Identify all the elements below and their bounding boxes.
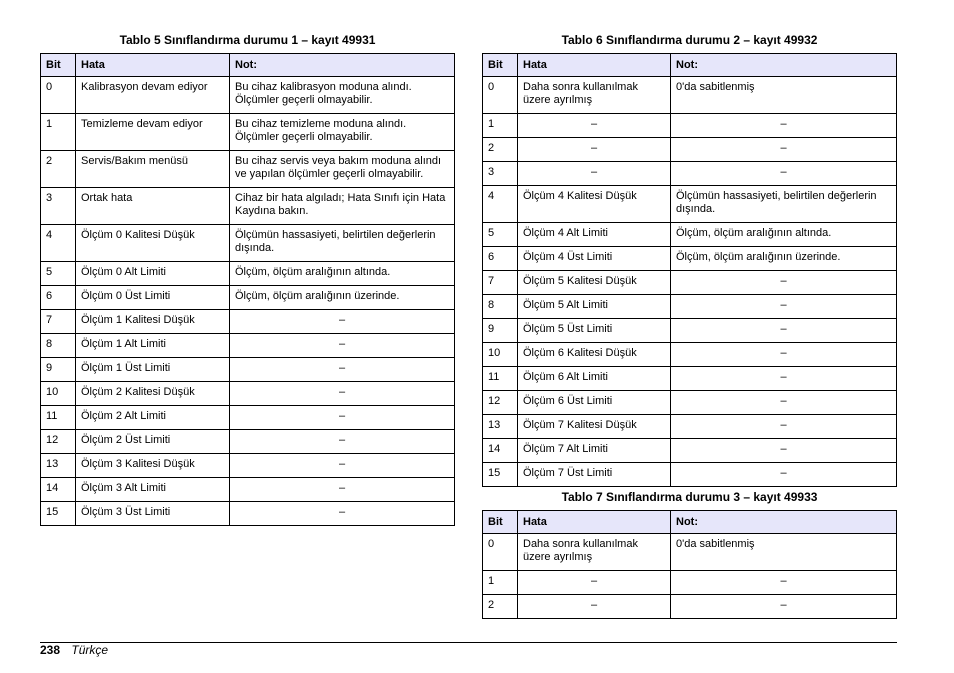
cell-bit: 1 (41, 114, 76, 151)
table-5-caption: Tablo 5 Sınıflandırma durumu 1 – kayıt 49931 (119, 33, 376, 47)
cell-bit: 2 (41, 151, 76, 188)
col-header-hata: Hata (76, 54, 230, 77)
cell-bit: 14 (483, 439, 518, 463)
table-row (41, 430, 455, 454)
cell-hata: – (518, 114, 671, 138)
cell-bit: 15 (41, 502, 76, 526)
table-row (41, 478, 455, 502)
cell-bit: 7 (41, 310, 76, 334)
cell-hata: Ölçüm 5 Üst Limiti (518, 319, 671, 343)
table-header-row (483, 511, 897, 534)
cell-bit: 10 (483, 343, 518, 367)
cell-hata: Ölçüm 1 Kalitesi Düşük (76, 310, 230, 334)
cell-bit: 12 (483, 391, 518, 415)
table-7-block (482, 490, 897, 619)
table-row (41, 406, 455, 430)
table-row (483, 77, 897, 114)
cell-hata: Ölçüm 1 Alt Limiti (76, 334, 230, 358)
cell-hata: Ölçüm 1 Üst Limiti (76, 358, 230, 382)
cell-not: – (230, 310, 455, 334)
cell-bit: 4 (41, 225, 76, 262)
cell-hata: Servis/Bakım menüsü (76, 151, 230, 188)
cell-hata: Ölçüm 3 Alt Limiti (76, 478, 230, 502)
cell-hata: Ölçüm 5 Alt Limiti (518, 295, 671, 319)
table-row (483, 463, 897, 487)
cell-not: – (671, 367, 897, 391)
table-row (483, 534, 897, 571)
cell-hata: Ölçüm 2 Üst Limiti (76, 430, 230, 454)
cell-hata: Ölçüm 7 Kalitesi Düşük (518, 415, 671, 439)
table-5-block (40, 33, 455, 526)
cell-not: Bu cihaz servis veya bakım moduna alındı ve yapılan ölçümler geçerli olmayabilir. (230, 151, 455, 188)
col-header-hata: Hata (518, 54, 671, 77)
cell-not: – (230, 502, 455, 526)
cell-hata: Ölçüm 0 Alt Limiti (76, 262, 230, 286)
cell-bit: 6 (483, 247, 518, 271)
cell-not: – (671, 571, 897, 595)
table-row (483, 391, 897, 415)
table-6-block (482, 33, 897, 487)
col-header-bit: Bit (483, 54, 518, 77)
table-6 (482, 53, 897, 487)
table-row (483, 367, 897, 391)
footer-language: Türkçe (71, 643, 109, 657)
cell-bit: 10 (41, 382, 76, 406)
cell-bit: 6 (41, 286, 76, 310)
col-header-not: Not: (671, 511, 897, 534)
cell-not: – (230, 334, 455, 358)
table-5-body (41, 77, 455, 526)
table-row (483, 319, 897, 343)
table-row (41, 225, 455, 262)
cell-hata: Ortak hata (76, 188, 230, 225)
cell-hata: Ölçüm 3 Üst Limiti (76, 502, 230, 526)
cell-bit: 0 (483, 77, 518, 114)
cell-not: Cihaz bir hata algıladı; Hata Sınıfı için Hata Kaydına bakın. (230, 188, 455, 225)
cell-bit: 2 (483, 595, 518, 619)
cell-not: Bu cihaz kalibrasyon moduna alındı. Ölçümler geçerli olmayabilir. (230, 77, 455, 114)
table-row (41, 262, 455, 286)
table-row (483, 138, 897, 162)
cell-not: – (230, 454, 455, 478)
cell-not: – (671, 463, 897, 487)
cell-bit: 8 (483, 295, 518, 319)
cell-bit: 5 (483, 223, 518, 247)
cell-hata: Ölçüm 2 Alt Limiti (76, 406, 230, 430)
cell-hata: Ölçüm 2 Kalitesi Düşük (76, 382, 230, 406)
cell-hata: – (518, 162, 671, 186)
cell-not: – (230, 382, 455, 406)
footer-rule (40, 642, 897, 643)
cell-hata: – (518, 595, 671, 619)
table-row (483, 223, 897, 247)
cell-bit: 15 (483, 463, 518, 487)
col-header-not: Not: (230, 54, 455, 77)
cell-hata: Ölçüm 5 Kalitesi Düşük (518, 271, 671, 295)
cell-hata: Ölçüm 4 Üst Limiti (518, 247, 671, 271)
cell-bit: 1 (483, 571, 518, 595)
cell-bit: 4 (483, 186, 518, 223)
cell-hata: Ölçüm 0 Üst Limiti (76, 286, 230, 310)
table-row (483, 295, 897, 319)
cell-hata: Ölçüm 7 Alt Limiti (518, 439, 671, 463)
cell-bit: 9 (41, 358, 76, 382)
cell-hata: Ölçüm 7 Üst Limiti (518, 463, 671, 487)
col-header-bit: Bit (41, 54, 76, 77)
cell-not: – (671, 162, 897, 186)
cell-not: – (230, 406, 455, 430)
table-row (41, 114, 455, 151)
cell-not: – (671, 271, 897, 295)
table-row (41, 358, 455, 382)
table-row (41, 502, 455, 526)
cell-not: – (671, 439, 897, 463)
cell-hata: Temizleme devam ediyor (76, 114, 230, 151)
cell-hata: Ölçüm 3 Kalitesi Düşük (76, 454, 230, 478)
table-row (483, 114, 897, 138)
cell-hata: – (518, 138, 671, 162)
cell-hata: Daha sonra kullanılmak üzere ayrılmış (518, 77, 671, 114)
cell-not: – (671, 114, 897, 138)
table-row (41, 310, 455, 334)
table-7 (482, 510, 897, 619)
cell-bit: 1 (483, 114, 518, 138)
cell-bit: 3 (41, 188, 76, 225)
table-row (41, 77, 455, 114)
table-row (41, 454, 455, 478)
cell-hata: Ölçüm 0 Kalitesi Düşük (76, 225, 230, 262)
col-header-hata: Hata (518, 511, 671, 534)
table-row (483, 247, 897, 271)
cell-not: Ölçüm, ölçüm aralığının altında. (671, 223, 897, 247)
table-row (41, 382, 455, 406)
cell-bit: 14 (41, 478, 76, 502)
table-6-caption: Tablo 6 Sınıflandırma durumu 2 – kayıt 49932 (561, 33, 818, 47)
cell-hata: Ölçüm 6 Kalitesi Düşük (518, 343, 671, 367)
table-7-body (483, 534, 897, 619)
table-row (483, 343, 897, 367)
table-7-caption: Tablo 7 Sınıflandırma durumu 3 – kayıt 49933 (561, 490, 818, 504)
cell-not: – (671, 595, 897, 619)
cell-bit: 7 (483, 271, 518, 295)
cell-not: – (230, 478, 455, 502)
table-row (41, 188, 455, 225)
cell-not: Bu cihaz temizleme moduna alındı. Ölçümler geçerli olmayabilir. (230, 114, 455, 151)
cell-hata: Daha sonra kullanılmak üzere ayrılmış (518, 534, 671, 571)
table-row (483, 439, 897, 463)
table-row (483, 186, 897, 223)
cell-not: Ölçümün hassasiyeti, belirtilen değerlerin dışında. (671, 186, 897, 223)
cell-bit: 0 (483, 534, 518, 571)
cell-bit: 3 (483, 162, 518, 186)
table-row (41, 286, 455, 310)
table-6-body (483, 77, 897, 487)
cell-not: – (671, 319, 897, 343)
table-row (41, 334, 455, 358)
cell-not: 0'da sabitlenmiş (671, 77, 897, 114)
table-row (483, 571, 897, 595)
cell-not: Ölçüm, ölçüm aralığının üzerinde. (671, 247, 897, 271)
cell-hata: Kalibrasyon devam ediyor (76, 77, 230, 114)
cell-hata: Ölçüm 4 Alt Limiti (518, 223, 671, 247)
cell-bit: 11 (41, 406, 76, 430)
page-number: 238 (40, 643, 61, 657)
cell-bit: 12 (41, 430, 76, 454)
cell-bit: 8 (41, 334, 76, 358)
cell-not: – (671, 295, 897, 319)
cell-bit: 13 (41, 454, 76, 478)
cell-not: Ölçüm, ölçüm aralığının üzerinde. (230, 286, 455, 310)
table-row (483, 415, 897, 439)
cell-hata: Ölçüm 6 Üst Limiti (518, 391, 671, 415)
col-header-not: Not: (671, 54, 897, 77)
cell-hata: – (518, 571, 671, 595)
cell-not: – (671, 391, 897, 415)
cell-hata: Ölçüm 4 Kalitesi Düşük (518, 186, 671, 223)
cell-not: Ölçüm, ölçüm aralığının altında. (230, 262, 455, 286)
table-header-row (41, 54, 455, 77)
table-row (483, 162, 897, 186)
cell-not: – (230, 358, 455, 382)
table-row (483, 271, 897, 295)
cell-bit: 11 (483, 367, 518, 391)
cell-bit: 2 (483, 138, 518, 162)
table-row (483, 595, 897, 619)
col-header-bit: Bit (483, 511, 518, 534)
cell-not: – (671, 343, 897, 367)
cell-not: – (671, 415, 897, 439)
table-5 (40, 53, 455, 526)
cell-not: 0'da sabitlenmiş (671, 534, 897, 571)
cell-not: Ölçümün hassasiyeti, belirtilen değerlerin dışında. (230, 225, 455, 262)
cell-not: – (671, 138, 897, 162)
table-header-row (483, 54, 897, 77)
cell-not: – (230, 430, 455, 454)
cell-bit: 13 (483, 415, 518, 439)
cell-bit: 0 (41, 77, 76, 114)
page-footer (40, 643, 108, 657)
cell-bit: 9 (483, 319, 518, 343)
cell-bit: 5 (41, 262, 76, 286)
table-row (41, 151, 455, 188)
cell-hata: Ölçüm 6 Alt Limiti (518, 367, 671, 391)
